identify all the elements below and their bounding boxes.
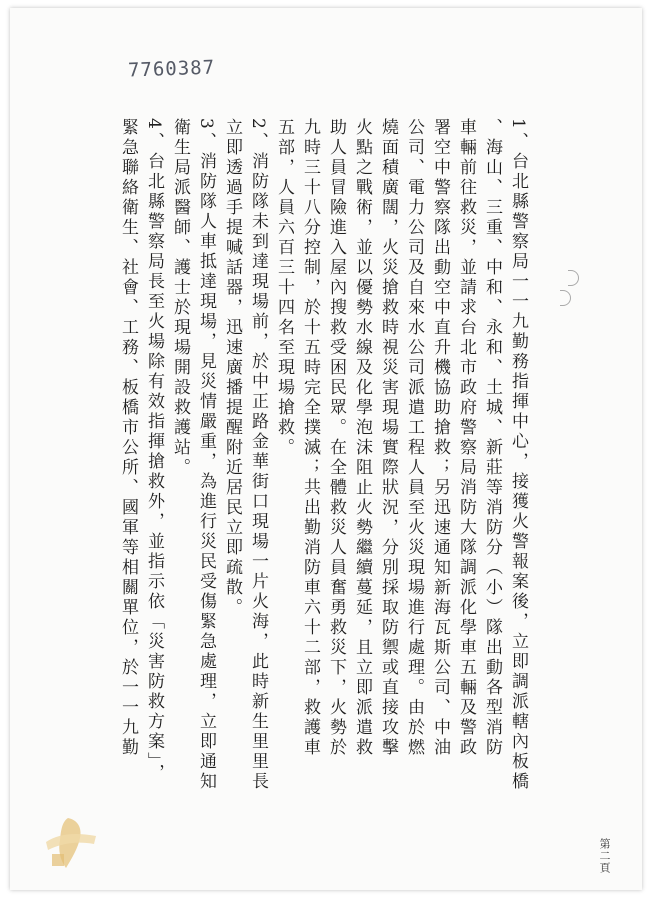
text-column: 立即透過手提喊話器，迅速廣播提醒附近居民立即疏散。 [222,118,242,618]
text-column: 1、台北縣警察局一一九勤務指揮中心，接獲火警報案後，立即調派轄內板橋 [508,118,528,792]
page-number: 第二頁 [598,838,611,874]
text-column: 公司、電力公司及自來水公司派遣工程人員至火災現場進行處理。由於燃 [404,118,424,758]
document-page [10,8,642,890]
text-column: 4、台北縣警察局長至火場除有效指揮搶救外，並指示依「災害防救方案」， [144,118,164,784]
taiwan-logo-icon [38,814,108,874]
text-column: 車輛前往救災，並請求台北市政府警察局消防大隊調派化學車五輛及警政 [456,118,476,758]
text-column: 燒面積廣闊，火災搶救時視災害現場實際狀況，分別採取防禦或直接攻擊 [378,118,398,758]
text-column: 火點之戰術，並以優勢水線及化學泡沫阻止火勢繼續蔓延，且立即派遣救 [352,118,372,758]
punch-hole-mark [560,290,571,306]
text-column: 、海山、三重、中和、永和、土城、新莊等消防分（小）隊出動各型消防 [482,118,502,758]
text-column: 衛生局派醫師、護士於現場開設救護站。 [170,118,190,478]
text-column: 3、消防隊人車抵達現場，見災情嚴重，為進行災民受傷緊急處理，立即通知 [196,118,216,792]
text-column: 九時三十八分控制，於十五時完全撲滅；共出勤消防車六十二部，救護車 [300,118,320,758]
text-column: 助人員冒險進入屋內搜救受困民眾。在全體救災人員奮勇救災下，火勢於 [326,118,346,758]
text-column: 緊急聯絡衛生、社會、工務、板橋市公所、國軍等相關單位，於一一九勤 [118,118,138,758]
text-column: 2、消防隊未到達現場前，於中正路金華街口現場一片火海，此時新生里里長 [248,118,268,792]
text-column: 署空中警察隊出動空中直升機協助搶救；另迅速通知新海瓦斯公司、中油 [430,118,450,758]
text-column: 五部，人員六百三十四名至現場搶救。 [274,118,294,458]
serial-number: 7760387 [127,56,216,82]
punch-hole-mark [568,270,579,286]
